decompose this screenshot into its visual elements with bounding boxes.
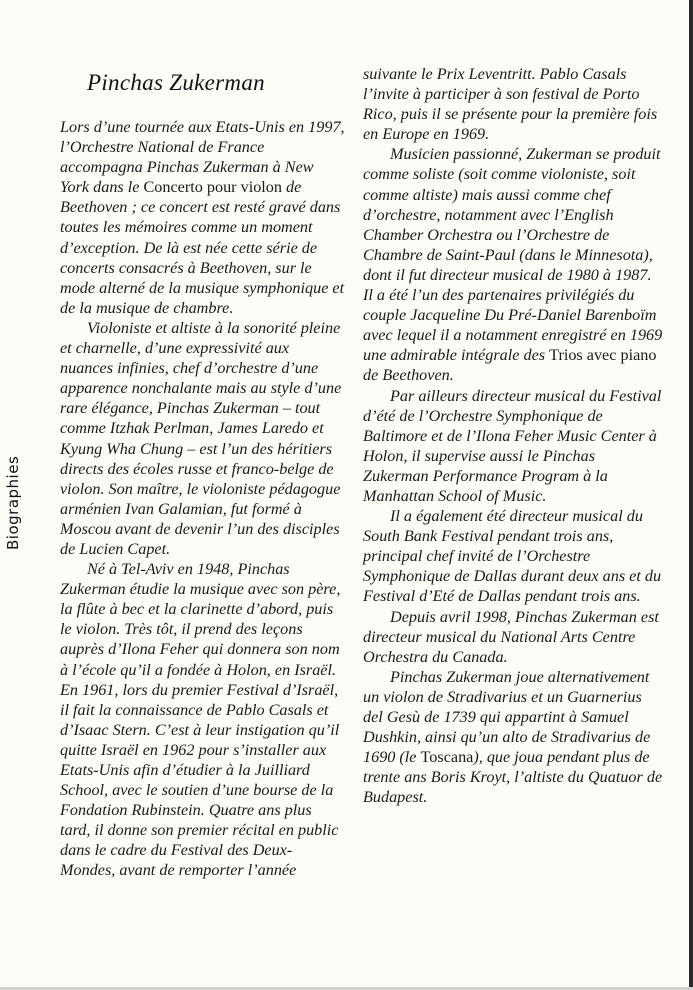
paragraph-style: Violoniste et altiste à la sonorité pleine et charnelle, d’une expressivité aux nuances infinies, chef d’orchestre d’une apparence nonchalante mais au style d’une rare élégance, Pinchas Zukerman – tout comme Itzhak Perlman, James Laredo et Kyung Wha Chung – est l’un des héritiers directs des écoles russe et franco-belge de violon. Son maître, le violoniste pédagogue arménien Ivan Galamian, fut formé à Moscou avant de devenir l’un des disciples de Lucien Capet. [60,318,342,558]
paragraph-intro-text-a: Lors d’une tournée aux Etats-Unis en 1997, l’Orchestre National de France accompagna Pinchas Zukerman à New York dans le [60,118,345,197]
paragraph-instruments [363,667,663,808]
paragraph-intro [60,117,346,318]
instrument-name-toscana: Toscana [420,748,474,767]
section-side-label: Biographies [4,455,22,550]
left-column [60,64,346,881]
paragraph-national-arts: Depuis avril 1998, Pinchas Zukerman est directeur musical du National Arts Centre Orchestra du Canada. [363,607,659,666]
paragraph-career [363,144,663,385]
paragraph-early-life: Né à Tel-Aviv en 1948, Pinchas Zukerman étudie la musique avec son père, la flûte à bec et la clarinette d’abord, puis le violon. Très tôt, il prend des leçons auprès d’Ilona Feher qui donnera son nom à l’école qu’il a fondée à Holon, en Israël. En 1961, lors du premier Festival d’Israël, il fait la connaissance de Pablo Casals et d’Isaac Stern. C’est à leur instigation qu’il quitte Israël en 1962 pour s’installer aux Etats-Unis afin d’étudier à la Juilliard School, avec le soutien d’une bourse de la Fondation Rubinstein. Quatre ans plus tard, il donne son premier récital en public dans le cadre du Festival des Deux-Mondes, avant de remporter l’année [60,560,341,880]
paragraph-baltimore: Par ailleurs directeur musical du Festival d’été de l’Orchestre Symphonique de Baltimore et de l’Ilona Feher Music Center à Holon, il supervise aussi le Pinchas Zukerman Performance Program à la Manhattan School of Music. [363,386,662,505]
paragraph-intro-text-c: de Beethoven ; ce concert est resté gravé dans toutes les mémoires comme un moment d’exception. De là est née cette série de concerts consacrés à Beethoven, sur le mode alterné de la musique symphonique et de la musique de chambre. [60,178,345,317]
right-edge-border [689,0,693,990]
paragraph-south-bank: Il a également été directeur musical du South Bank Festival pendant trois ans, principal chef invité de l’Orchestre Symphonique de Dallas durant deux ans et du Festival d’Eté de Dallas pendant trois ans. [363,507,662,606]
right-column [363,64,663,807]
paragraph-career-text-e: de Beethoven. [363,366,454,385]
paragraph-instruments-text-c: ), que joua pendant plus de trente ans Boris Kroyt, l’altiste du Quatuor de Budapest. [363,748,663,807]
work-title-avec: avec [582,346,621,365]
paragraph-leventritt: suivante le Prix Leventritt. Pablo Casals l’invite à participer à son festival de Porto Rico, puis il se présente pour la première fois en Europe en 1969. [363,65,658,144]
work-title-piano: piano [620,346,657,365]
paragraph-instruments-text-a: Pinchas Zukerman joue alternativement un violon de Stradivarius et un Guarnerius del Gesù de 1739 qui appartint à Samuel Dushkin, ainsi qu’un alto de Stradivarius de 1690 (le [363,667,651,767]
work-title-concerto: Concerto pour violon [143,178,282,197]
paragraph-career-text-a: Musicien passionné, Zukerman se produit comme soliste (soit comme violoniste, soit comme altiste) mais aussi comme chef d’orchestre, notamment avec l’English Chamber Orchestra ou l’Orchestre de Chambre de Saint-Paul (dans le Minnesota), dont il fut directeur musical de 1980 à 1987. Il a été l’un des partenaires privilégiés du couple Jacqueline Du Pré-Daniel Barenboïm avec lequel il a notamment enregistré en 1969 une admirable intégrale des [363,145,663,365]
page-title: Pinchas Zukerman [87,70,265,95]
work-title-trios: Trios [549,346,583,365]
